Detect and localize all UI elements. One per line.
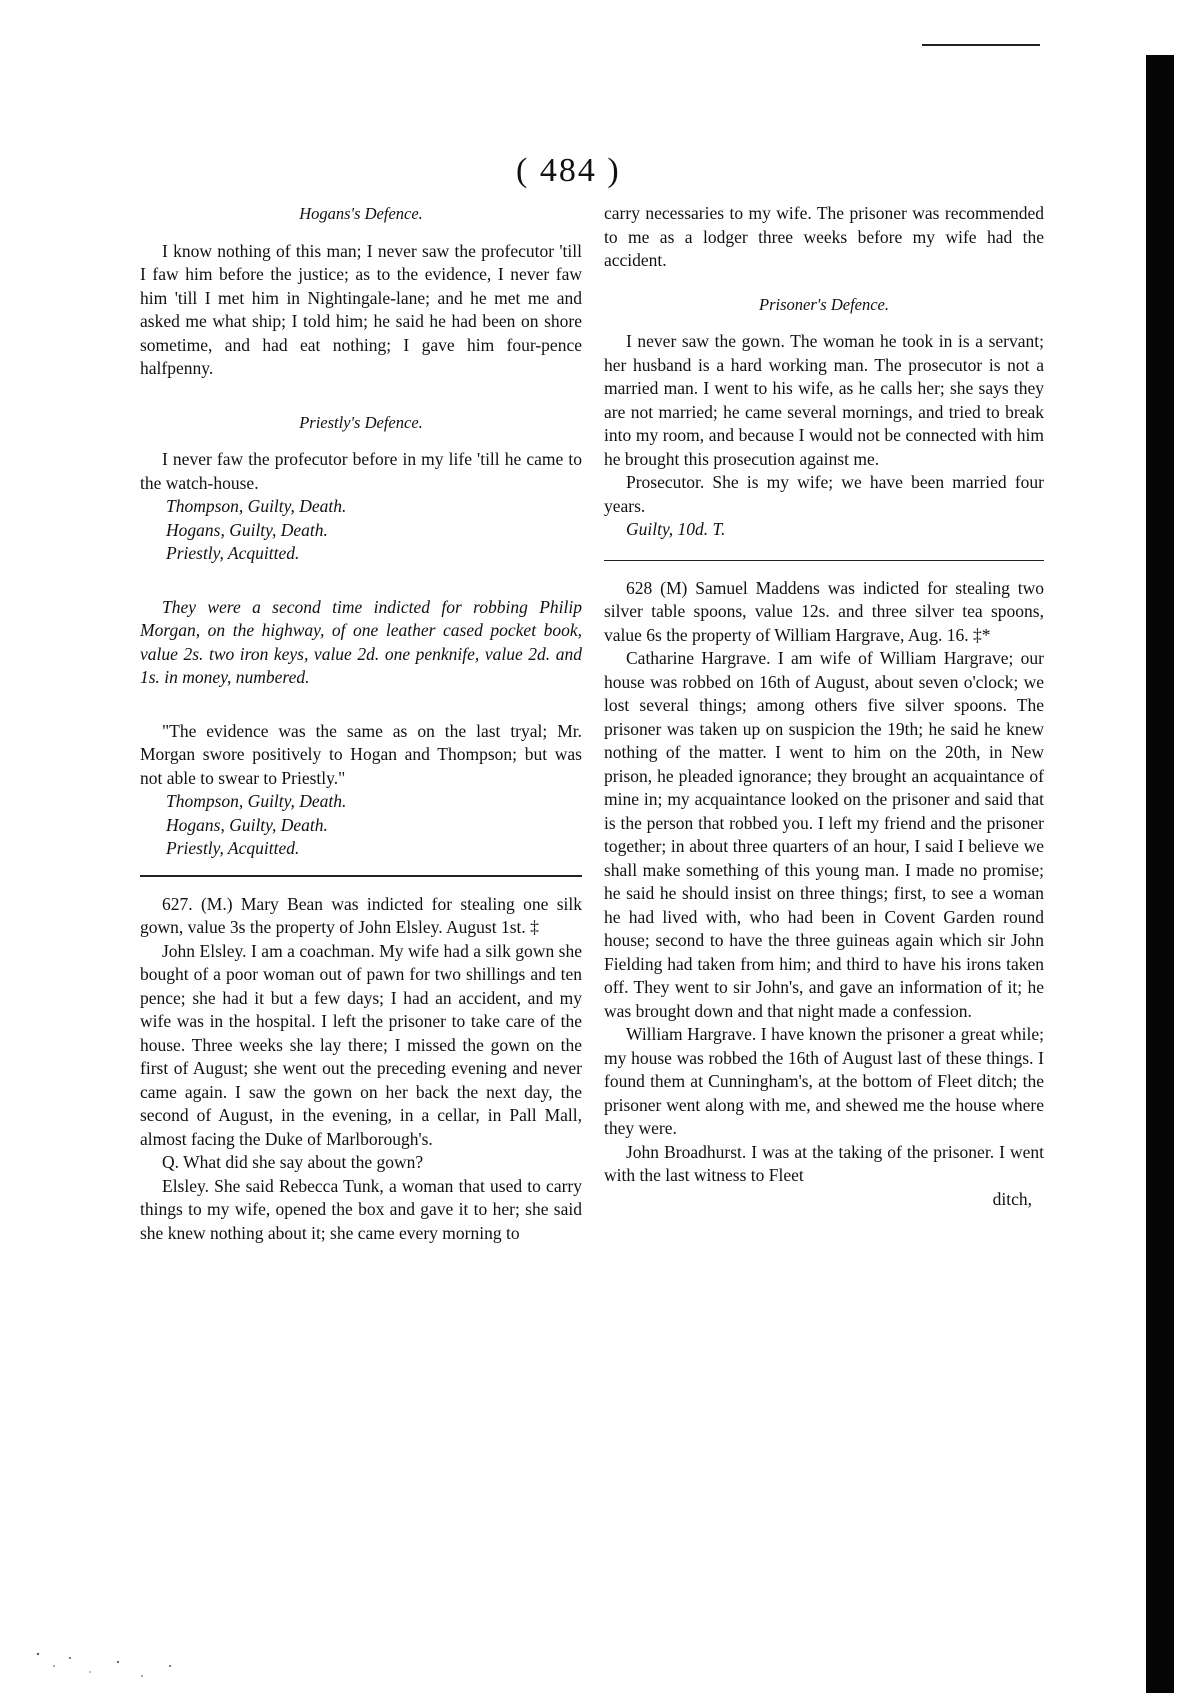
verdict-line: Thompson, Guilty, Death. bbox=[166, 496, 347, 516]
evidence-quote: "The evidence was the same as on the last tryal; Mr. Morgan swore positively to Hogan and Thompson; but was not able to swear to Priestly." bbox=[140, 720, 582, 788]
priestly-defence-text: I never faw the profecutor before in my life 'till he came to the watch-house. bbox=[140, 449, 582, 493]
hogans-defence-heading: Hogans's Defence. bbox=[299, 204, 423, 223]
section-rule bbox=[140, 875, 582, 877]
verdict-line: Hogans, Guilty, Death. bbox=[166, 814, 328, 835]
john-testimony: John Broadhurst. I was at the taking of the prisoner. I went with the last witness to Fleet bbox=[604, 1141, 1044, 1185]
priestly-defence-heading: Priestly's Defence. bbox=[299, 412, 423, 432]
verdict-line: Priestly, Acquitted. bbox=[166, 838, 300, 858]
second-indictment: They were a second time indicted for robbing Philip Morgan, on the highway, of one leather cased pocket book, value 2s. two iron keys, value 2d. one penknife, value 2d. and 1s. in money, numbered. bbox=[140, 596, 582, 687]
scan-noise-specks bbox=[30, 1636, 200, 1686]
top-rule bbox=[922, 44, 1040, 46]
right-column bbox=[604, 202, 1044, 1211]
scan-edge-shadow bbox=[1146, 55, 1174, 1693]
hogans-defence-text: I know nothing of this man; I never saw the profecutor 'till I faw him before the justice; as to the evidence, I never faw him 'till I met him in Nightingale-lane; and he met me and asked me what ship; I told him; he said he had been on shore sometime, and had eat nothing; I gave him four-pence halfpenny. bbox=[140, 240, 582, 378]
verdict-line: Hogans, Guilty, Death. bbox=[166, 519, 328, 540]
catchword: ditch, bbox=[992, 1188, 1032, 1209]
continued-testimony: carry necessaries to my wife. The prisoner was recommended to me as a lodger three weeks before my wife had the accident. bbox=[604, 203, 1044, 270]
page-number: ( 484 ) bbox=[516, 152, 621, 189]
verdict-line: Thompson, Guilty, Death. bbox=[166, 791, 347, 811]
catharine-testimony: Catharine Hargrave. I am wife of William Hargrave; our house was robbed on 16th of August, about seven o'clock; we lost several things; among others five silver spoons. The prisoner was taken up on suspicion the 19th; he said he knew nothing of the matter. I went to him on the 20th, in New prison, he pleaded ignorance; they brought an acquaintance of mine in; my acquaintance looked on the prisoner and said that is the person that robbed you. I left my friend and the prisoner together; in about three quarters of an hour, I said I believe we shall make something of this young man. I made no promise; he said he should insist on three things; first, to see a woman he had lived with, who had been in Covent Garden round house; second to have the three guineas again which sir John Fielding had taken from him; and third to have his irons taken off. They went to sir John's, and gave an information of it; he was brought down and that night made a confession. bbox=[604, 648, 1044, 1021]
prosecutor-reply: Prosecutor. She is my wife; we have been married four years. bbox=[604, 472, 1044, 516]
elsley-answer: Elsley. She said Rebecca Tunk, a woman that used to carry things to my wife, opened the box and gave it to her; she said she knew nothing about it; she came every morning to bbox=[140, 1175, 582, 1243]
case-628-heading: 628 (M) Samuel Maddens was indicted for stealing two silver table spoons, value 12s. and three silver tea spoons, value 6s the property of William Hargrave, Aug. 16. ‡* bbox=[604, 577, 1044, 645]
court-question: Q. What did she say about the gown? bbox=[162, 1152, 424, 1172]
prisoner-defence-heading: Prisoner's Defence. bbox=[759, 294, 889, 314]
case-627-heading: 627. (M.) Mary Bean was indicted for stealing one silk gown, value 3s the property of John Elsley. August 1st. ‡ bbox=[140, 893, 582, 937]
section-rule bbox=[604, 560, 1044, 561]
left-column bbox=[140, 202, 582, 1245]
prisoner-defence-text: I never saw the gown. The woman he took in is a servant; her husband is a hard working man. The prosecutor is not a married man. I went to his wife, as he calls her; she says they are not married; he came several mornings, and tried to break into my room, and because I would not be connected with him he brought this prosecution against me. bbox=[604, 331, 1044, 469]
elsley-testimony: John Elsley. I am a coachman. My wife had a silk gown she bought of a poor woman out of pawn for two shillings and ten pence; she had it but a few days; I had an accident, and my wife was in the hospital. I left the prisoner to take care of the house. Three weeks she lay there; I missed the gown on the first of August; she went out the preceding evening and never came again. I saw the gown on her back the next day, the second of August, in the evening, in a cellar, in Pall Mall, almost facing the Duke of Marlborough's. bbox=[140, 940, 582, 1149]
verdict-line: Priestly, Acquitted. bbox=[166, 543, 300, 563]
verdict-line: Guilty, 10d. T. bbox=[626, 519, 726, 539]
william-testimony: William Hargrave. I have known the prisoner a great while; my house was robbed the 16th of August last of these things. I found them at Cunningham's, at the bottom of Fleet ditch; the prisoner went along with me, and shewed me the house where they were. bbox=[604, 1024, 1044, 1138]
